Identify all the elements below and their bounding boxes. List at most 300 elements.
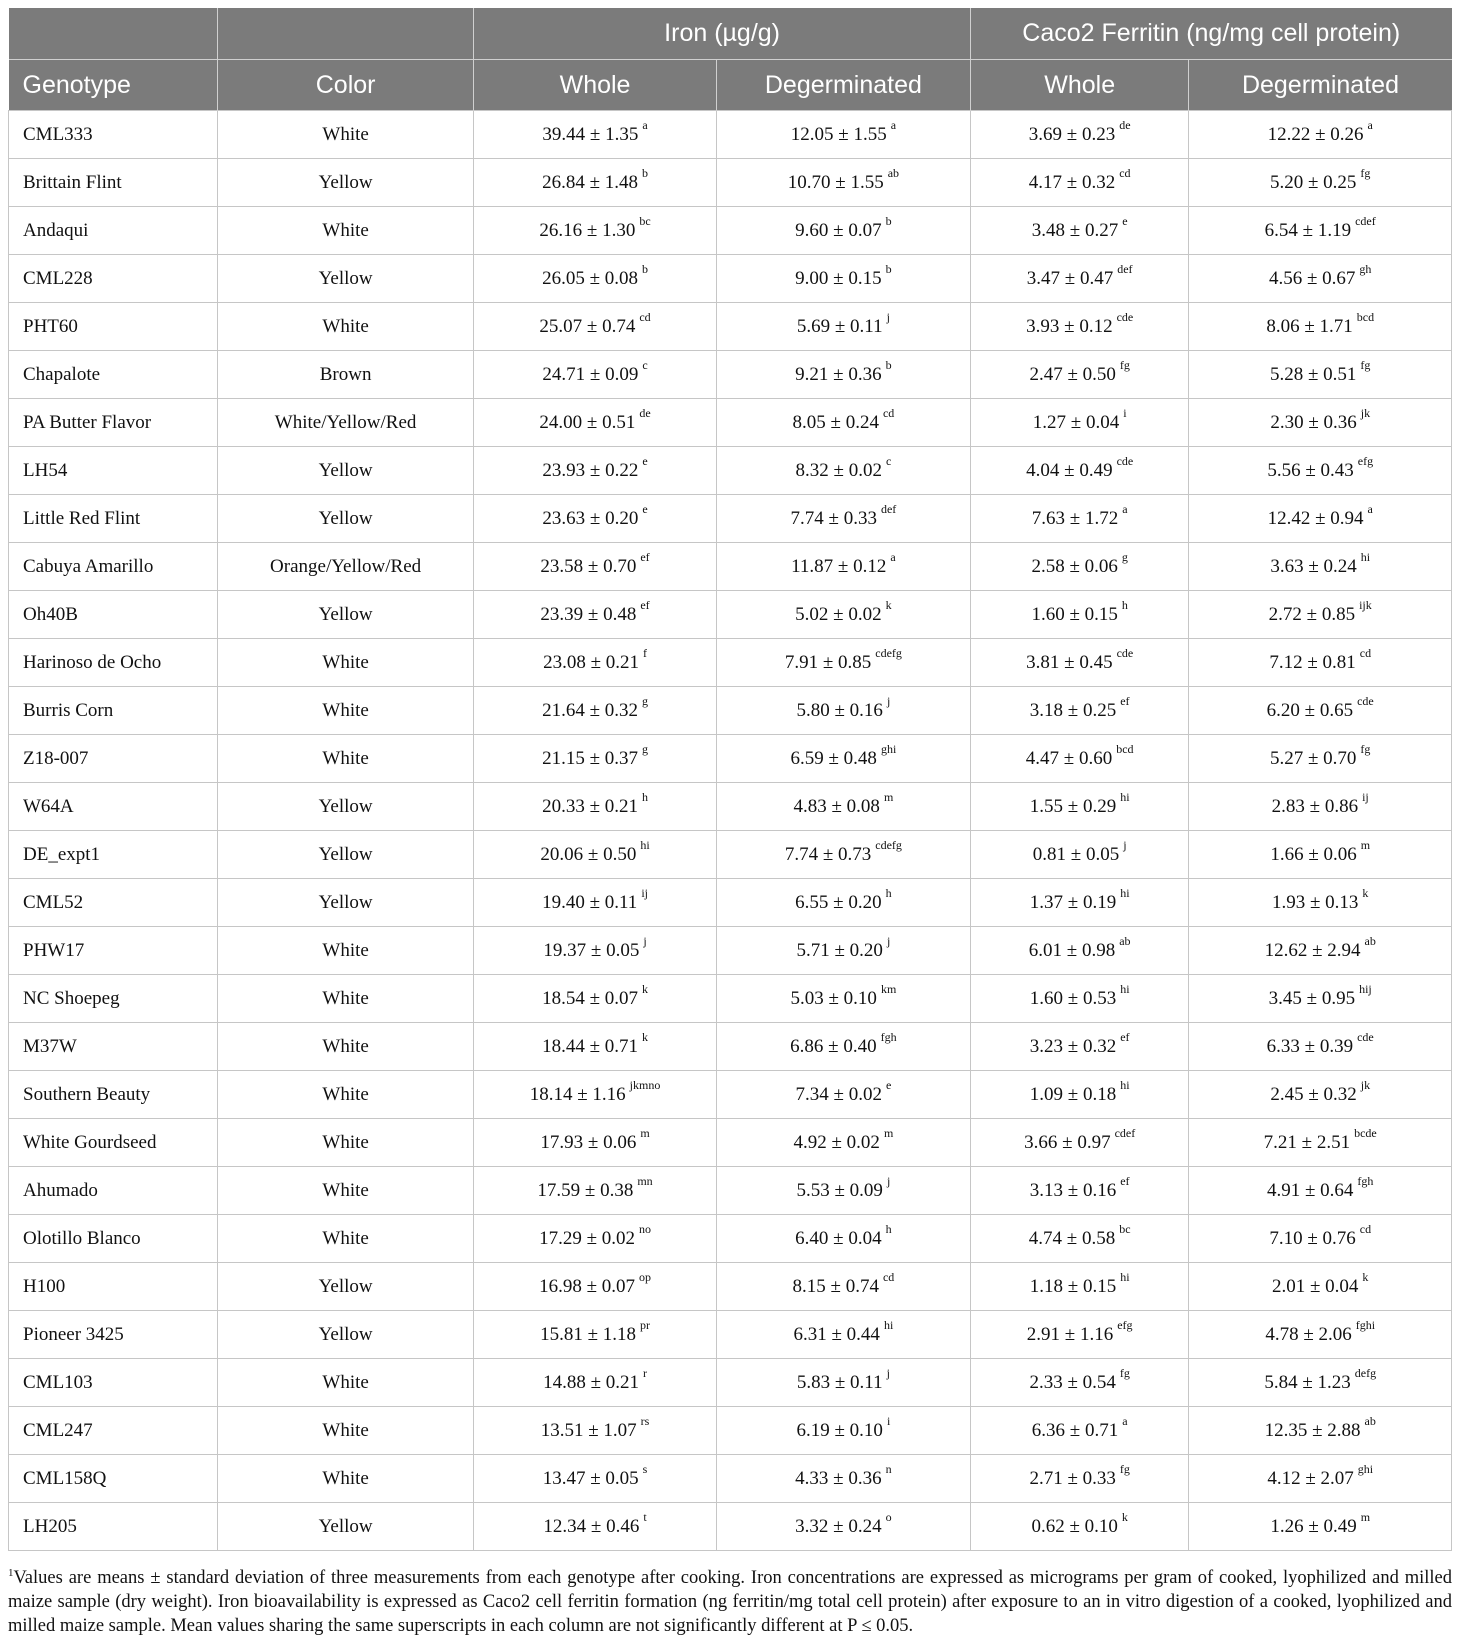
cell-color bbox=[217, 927, 473, 975]
table-row bbox=[9, 1407, 1452, 1455]
cell-iron-degerminated-value: 11.87 ± 0.12 bbox=[791, 555, 887, 577]
cell-iron-degerminated-value: 6.19 ± 0.10 bbox=[796, 1419, 883, 1441]
significance-letter: j bbox=[886, 1174, 891, 1189]
cell-genotype-value: Little Red Flint bbox=[23, 507, 141, 529]
significance-letter: jkmno bbox=[629, 1078, 661, 1093]
cell-iron-whole bbox=[474, 1119, 717, 1167]
cell-ferritin-degerminated bbox=[1189, 351, 1452, 399]
cell-ferritin-whole bbox=[970, 159, 1188, 207]
cell-genotype-value: CML228 bbox=[23, 267, 93, 289]
cell-ferritin-degerminated-value: 12.62 ± 2.94 bbox=[1264, 939, 1361, 961]
cell-color bbox=[217, 1455, 473, 1503]
cell-genotype bbox=[9, 255, 218, 303]
cell-iron-whole-value: 26.05 ± 0.08 bbox=[542, 267, 638, 289]
cell-ferritin-whole bbox=[970, 783, 1188, 831]
cell-genotype bbox=[9, 1503, 218, 1551]
table-row bbox=[9, 1503, 1452, 1551]
significance-letter: a bbox=[1122, 502, 1128, 517]
significance-letter: k bbox=[1121, 1510, 1128, 1525]
significance-letter: i bbox=[886, 1414, 891, 1429]
cell-ferritin-degerminated bbox=[1189, 879, 1452, 927]
cell-color-value: White/Yellow/Red bbox=[274, 411, 417, 433]
cell-ferritin-degerminated-value: 2.01 ± 0.04 bbox=[1271, 1275, 1359, 1297]
cell-color-value: White bbox=[322, 651, 369, 673]
cell-genotype bbox=[9, 1119, 218, 1167]
significance-letter: op bbox=[639, 1270, 651, 1285]
cell-ferritin-whole bbox=[970, 351, 1188, 399]
cell-ferritin-whole bbox=[970, 591, 1188, 639]
cell-ferritin-whole-value: 1.37 ± 0.19 bbox=[1029, 891, 1117, 913]
significance-letter: hi bbox=[883, 1318, 894, 1333]
significance-letter: b bbox=[885, 262, 892, 277]
significance-letter: n bbox=[885, 1462, 892, 1477]
cell-ferritin-degerminated bbox=[1189, 399, 1452, 447]
significance-letter: ij bbox=[641, 886, 648, 901]
cell-color bbox=[217, 1263, 473, 1311]
cell-ferritin-degerminated bbox=[1189, 1407, 1452, 1455]
significance-letter: mn bbox=[637, 1174, 653, 1189]
cell-iron-whole-value: 23.58 ± 0.70 bbox=[540, 555, 637, 577]
cell-color bbox=[217, 207, 473, 255]
header-ferritin-group: Caco2 Ferritin (ng/mg cell protein) bbox=[970, 8, 1451, 60]
cell-color bbox=[217, 351, 473, 399]
cell-color-value: Orange/Yellow/Red bbox=[270, 555, 422, 577]
cell-ferritin-degerminated bbox=[1189, 1311, 1452, 1359]
cell-iron-degerminated bbox=[716, 1167, 970, 1215]
cell-color bbox=[217, 831, 473, 879]
cell-color-value: White bbox=[322, 1467, 369, 1489]
significance-letter: g bbox=[1121, 550, 1128, 565]
cell-ferritin-whole bbox=[970, 447, 1188, 495]
cell-color bbox=[217, 447, 473, 495]
cell-ferritin-whole-value: 1.60 ± 0.15 bbox=[1031, 603, 1118, 625]
table-row bbox=[9, 207, 1452, 255]
cell-iron-whole bbox=[474, 831, 717, 879]
cell-ferritin-degerminated bbox=[1189, 495, 1452, 543]
header-empty-color bbox=[217, 8, 473, 60]
significance-letter: efg bbox=[1117, 1318, 1133, 1333]
cell-ferritin-whole bbox=[970, 1407, 1188, 1455]
cell-genotype-value: Brittain Flint bbox=[23, 171, 122, 193]
cell-iron-degerminated bbox=[716, 591, 970, 639]
significance-letter: k bbox=[885, 598, 892, 613]
cell-iron-degerminated-value: 12.05 ± 1.55 bbox=[790, 123, 887, 145]
cell-genotype-value: CML247 bbox=[23, 1419, 93, 1441]
cell-genotype-value: NC Shoepeg bbox=[23, 987, 120, 1009]
cell-ferritin-whole-value: 1.18 ± 0.15 bbox=[1029, 1275, 1117, 1297]
cell-iron-whole-value: 13.51 ± 1.07 bbox=[540, 1419, 637, 1441]
cell-iron-whole-value: 18.14 ± 1.16 bbox=[529, 1083, 626, 1105]
significance-letter: ab bbox=[1119, 934, 1131, 949]
cell-ferritin-degerminated bbox=[1189, 207, 1452, 255]
significance-letter: hij bbox=[1359, 982, 1372, 997]
cell-iron-whole bbox=[474, 543, 717, 591]
cell-ferritin-whole bbox=[970, 1215, 1188, 1263]
cell-iron-whole bbox=[474, 1359, 717, 1407]
cell-ferritin-whole-value: 3.81 ± 0.45 bbox=[1026, 651, 1113, 673]
cell-genotype-value: Cabuya Amarillo bbox=[23, 555, 154, 577]
cell-color bbox=[217, 639, 473, 687]
cell-color-value: Yellow bbox=[318, 1323, 373, 1345]
cell-iron-whole-value: 15.81 ± 1.18 bbox=[540, 1323, 636, 1345]
cell-genotype-value: PHT60 bbox=[23, 315, 78, 337]
cell-color-value: White bbox=[322, 315, 369, 337]
cell-genotype bbox=[9, 351, 218, 399]
cell-iron-whole bbox=[474, 735, 717, 783]
significance-letter: cdef bbox=[1114, 1126, 1136, 1141]
significance-letter: j bbox=[886, 694, 891, 709]
significance-letter: hi bbox=[640, 838, 650, 853]
cell-iron-degerminated-value: 7.34 ± 0.02 bbox=[795, 1083, 882, 1105]
cell-iron-whole-value: 13.47 ± 0.05 bbox=[542, 1467, 639, 1489]
cell-genotype bbox=[9, 927, 218, 975]
cell-ferritin-whole-value: 4.04 ± 0.49 bbox=[1026, 459, 1113, 481]
significance-letter: fg bbox=[1119, 1462, 1130, 1477]
significance-letter: jk bbox=[1360, 406, 1371, 421]
cell-ferritin-whole-value: 3.23 ± 0.32 bbox=[1029, 1035, 1117, 1057]
cell-ferritin-whole-value: 1.55 ± 0.29 bbox=[1029, 795, 1117, 817]
cell-iron-degerminated bbox=[716, 1263, 970, 1311]
cell-genotype bbox=[9, 1311, 218, 1359]
cell-ferritin-whole-value: 7.63 ± 1.72 bbox=[1031, 507, 1119, 529]
cell-iron-degerminated-value: 4.33 ± 0.36 bbox=[795, 1467, 882, 1489]
significance-letter: bc bbox=[1119, 1222, 1131, 1237]
cell-iron-degerminated bbox=[716, 255, 970, 303]
significance-letter: a bbox=[1122, 1414, 1128, 1429]
significance-letter: fg bbox=[1360, 166, 1371, 181]
significance-letter: cd bbox=[1359, 1222, 1372, 1237]
cell-ferritin-degerminated bbox=[1189, 447, 1452, 495]
cell-ferritin-degerminated-value: 1.66 ± 0.06 bbox=[1270, 843, 1357, 865]
cell-color bbox=[217, 159, 473, 207]
cell-iron-whole bbox=[474, 1503, 717, 1551]
cell-color-value: White bbox=[322, 123, 369, 145]
significance-letter: defg bbox=[1354, 1366, 1377, 1381]
cell-iron-whole bbox=[474, 1071, 717, 1119]
significance-letter: cde bbox=[1116, 646, 1134, 661]
significance-letter: ef bbox=[640, 550, 650, 565]
cell-iron-whole-value: 25.07 ± 0.74 bbox=[539, 315, 636, 337]
significance-letter: efg bbox=[1357, 454, 1374, 469]
significance-letter: cde bbox=[1357, 694, 1374, 709]
cell-color bbox=[217, 1023, 473, 1071]
cell-ferritin-degerminated-value: 3.63 ± 0.24 bbox=[1270, 555, 1357, 577]
table-row bbox=[9, 735, 1452, 783]
cell-iron-degerminated bbox=[716, 1455, 970, 1503]
cell-color-value: White bbox=[322, 939, 369, 961]
cell-color-value: White bbox=[322, 699, 369, 721]
cell-iron-degerminated bbox=[716, 927, 970, 975]
cell-ferritin-whole bbox=[970, 687, 1188, 735]
table-row bbox=[9, 975, 1452, 1023]
cell-color bbox=[217, 1071, 473, 1119]
cell-color bbox=[217, 1167, 473, 1215]
cell-iron-degerminated-value: 8.05 ± 0.24 bbox=[792, 411, 879, 433]
significance-letter: ghi bbox=[880, 742, 897, 757]
cell-iron-degerminated-value: 5.02 ± 0.02 bbox=[795, 603, 882, 625]
cell-genotype bbox=[9, 543, 218, 591]
cell-iron-degerminated bbox=[716, 831, 970, 879]
cell-ferritin-whole bbox=[970, 1311, 1188, 1359]
cell-iron-whole bbox=[474, 255, 717, 303]
significance-letter: b bbox=[642, 262, 648, 277]
significance-letter: c bbox=[642, 358, 648, 373]
cell-iron-whole bbox=[474, 1311, 717, 1359]
cell-color-value: Brown bbox=[319, 363, 372, 385]
cell-iron-degerminated-value: 5.71 ± 0.20 bbox=[796, 939, 883, 961]
table-row bbox=[9, 879, 1452, 927]
cell-iron-whole-value: 16.98 ± 0.07 bbox=[539, 1275, 635, 1297]
significance-letter: cd bbox=[639, 310, 651, 325]
cell-genotype-value: Olotillo Blanco bbox=[23, 1227, 141, 1249]
cell-iron-degerminated-value: 3.32 ± 0.24 bbox=[795, 1515, 882, 1537]
cell-ferritin-degerminated-value: 2.45 ± 0.32 bbox=[1270, 1083, 1357, 1105]
cell-iron-degerminated bbox=[716, 1215, 970, 1263]
cell-genotype bbox=[9, 1455, 218, 1503]
significance-letter: ab bbox=[1364, 934, 1376, 949]
significance-letter: t bbox=[643, 1510, 647, 1525]
cell-iron-whole-value: 20.06 ± 0.50 bbox=[540, 843, 637, 865]
cell-iron-whole-value: 39.44 ± 1.35 bbox=[542, 123, 639, 145]
significance-letter: hi bbox=[1120, 1078, 1130, 1093]
cell-ferritin-degerminated bbox=[1189, 1503, 1452, 1551]
cell-ferritin-whole-value: 6.36 ± 0.71 bbox=[1031, 1419, 1119, 1441]
cell-ferritin-whole bbox=[970, 495, 1188, 543]
significance-letter: k bbox=[1362, 1270, 1369, 1285]
cell-color-value: Yellow bbox=[318, 267, 373, 289]
cell-iron-whole bbox=[474, 495, 717, 543]
significance-letter: m bbox=[883, 1126, 894, 1141]
cell-ferritin-whole-value: 1.09 ± 0.18 bbox=[1029, 1083, 1117, 1105]
cell-iron-whole-value: 18.54 ± 0.07 bbox=[542, 987, 638, 1009]
significance-letter: hi bbox=[1120, 982, 1130, 997]
cell-ferritin-degerminated bbox=[1189, 687, 1452, 735]
cell-iron-degerminated-value: 4.83 ± 0.08 bbox=[793, 795, 880, 817]
cell-color-value: White bbox=[322, 1419, 369, 1441]
cell-iron-whole-value: 21.15 ± 0.37 bbox=[542, 747, 638, 769]
cell-ferritin-degerminated-value: 8.06 ± 1.71 bbox=[1266, 315, 1353, 337]
significance-letter: m bbox=[640, 1126, 650, 1141]
cell-iron-whole-value: 26.16 ± 1.30 bbox=[539, 219, 636, 241]
cell-ferritin-whole bbox=[970, 879, 1188, 927]
cell-ferritin-degerminated-value: 4.56 ± 0.67 bbox=[1268, 267, 1356, 289]
cell-iron-whole bbox=[474, 591, 717, 639]
cell-genotype-value: PHW17 bbox=[23, 939, 85, 961]
cell-ferritin-degerminated bbox=[1189, 1215, 1452, 1263]
cell-iron-degerminated bbox=[716, 543, 970, 591]
cell-ferritin-degerminated bbox=[1189, 1455, 1452, 1503]
significance-letter: cde bbox=[1116, 454, 1134, 469]
significance-letter: f bbox=[643, 646, 647, 661]
significance-letter: hi bbox=[1360, 550, 1371, 565]
significance-letter: i bbox=[1123, 406, 1127, 421]
significance-letter: h bbox=[642, 790, 648, 805]
cell-iron-degerminated bbox=[716, 1119, 970, 1167]
cell-iron-whole-value: 24.71 ± 0.09 bbox=[542, 363, 639, 385]
cell-color bbox=[217, 735, 473, 783]
cell-ferritin-degerminated bbox=[1189, 927, 1452, 975]
table-body bbox=[9, 111, 1452, 1551]
cell-ferritin-degerminated bbox=[1189, 1359, 1452, 1407]
cell-ferritin-whole-value: 1.27 ± 0.04 bbox=[1032, 411, 1120, 433]
cell-iron-degerminated bbox=[716, 447, 970, 495]
cell-iron-degerminated-value: 5.03 ± 0.10 bbox=[790, 987, 877, 1009]
cell-ferritin-degerminated bbox=[1189, 543, 1452, 591]
significance-letter: de bbox=[1119, 118, 1131, 133]
table-row bbox=[9, 1455, 1452, 1503]
cell-ferritin-whole-value: 4.17 ± 0.32 bbox=[1028, 171, 1116, 193]
significance-letter: b bbox=[642, 166, 648, 181]
cell-color bbox=[217, 399, 473, 447]
cell-ferritin-whole-value: 4.74 ± 0.58 bbox=[1028, 1227, 1116, 1249]
cell-ferritin-degerminated-value: 6.54 ± 1.19 bbox=[1264, 219, 1352, 241]
cell-iron-degerminated bbox=[716, 687, 970, 735]
significance-letter: ij bbox=[1362, 790, 1369, 805]
cell-ferritin-whole-value: 3.93 ± 0.12 bbox=[1026, 315, 1113, 337]
table-row bbox=[9, 783, 1452, 831]
cell-genotype bbox=[9, 111, 218, 159]
cell-ferritin-whole bbox=[970, 207, 1188, 255]
significance-letter: rs bbox=[640, 1414, 650, 1429]
cell-ferritin-whole-value: 3.48 ± 0.27 bbox=[1031, 219, 1119, 241]
significance-letter: ef bbox=[1120, 694, 1130, 709]
table-row bbox=[9, 927, 1452, 975]
cell-color-value: White bbox=[322, 1131, 369, 1153]
significance-letter: ef bbox=[1120, 1174, 1130, 1189]
cell-iron-whole bbox=[474, 1455, 717, 1503]
header-iron-group: Iron (µg/g) bbox=[474, 8, 971, 60]
cell-ferritin-whole bbox=[970, 1167, 1188, 1215]
cell-color-value: White bbox=[322, 747, 369, 769]
cell-ferritin-whole bbox=[970, 639, 1188, 687]
cell-iron-whole bbox=[474, 879, 717, 927]
cell-color bbox=[217, 591, 473, 639]
cell-ferritin-degerminated-value: 6.33 ± 0.39 bbox=[1266, 1035, 1354, 1057]
cell-genotype-value: CML103 bbox=[23, 1371, 93, 1393]
cell-genotype bbox=[9, 687, 218, 735]
cell-genotype bbox=[9, 1215, 218, 1263]
cell-iron-degerminated-value: 9.21 ± 0.36 bbox=[795, 363, 882, 385]
header-genotype: Genotype bbox=[9, 60, 218, 111]
table-row bbox=[9, 1071, 1452, 1119]
cell-iron-whole bbox=[474, 351, 717, 399]
cell-iron-whole bbox=[474, 1167, 717, 1215]
table-row bbox=[9, 351, 1452, 399]
cell-genotype-value: W64A bbox=[23, 795, 74, 817]
cell-genotype-value: Z18-007 bbox=[23, 747, 89, 769]
cell-iron-degerminated-value: 6.55 ± 0.20 bbox=[795, 891, 882, 913]
significance-letter: hi bbox=[1120, 886, 1130, 901]
cell-ferritin-degerminated bbox=[1189, 1071, 1452, 1119]
table-row bbox=[9, 255, 1452, 303]
cell-iron-whole-value: 23.39 ± 0.48 bbox=[540, 603, 637, 625]
cell-ferritin-degerminated-value: 5.84 ± 1.23 bbox=[1264, 1371, 1351, 1393]
significance-letter: jk bbox=[1360, 1078, 1371, 1093]
cell-iron-degerminated-value: 9.60 ± 0.07 bbox=[795, 219, 882, 241]
cell-iron-whole-value: 17.29 ± 0.02 bbox=[539, 1227, 635, 1249]
table-row bbox=[9, 1311, 1452, 1359]
cell-color bbox=[217, 495, 473, 543]
cell-ferritin-degerminated bbox=[1189, 639, 1452, 687]
cell-ferritin-whole-value: 0.81 ± 0.05 bbox=[1032, 843, 1120, 865]
cell-ferritin-whole-value: 2.47 ± 0.50 bbox=[1029, 363, 1116, 385]
cell-color bbox=[217, 1407, 473, 1455]
cell-genotype-value: LH54 bbox=[23, 459, 68, 481]
cell-iron-degerminated bbox=[716, 351, 970, 399]
cell-ferritin-whole-value: 3.47 ± 0.47 bbox=[1026, 267, 1114, 289]
footnote-marker: 1 bbox=[8, 1566, 14, 1579]
cell-ferritin-degerminated-value: 1.26 ± 0.49 bbox=[1270, 1515, 1357, 1537]
significance-letter: h bbox=[1121, 598, 1128, 613]
table-row bbox=[9, 111, 1452, 159]
significance-letter: ab bbox=[887, 166, 900, 181]
cell-ferritin-whole bbox=[970, 1455, 1188, 1503]
cell-color bbox=[217, 1359, 473, 1407]
cell-genotype bbox=[9, 1407, 218, 1455]
cell-iron-degerminated-value: 7.74 ± 0.73 bbox=[784, 843, 872, 865]
cell-iron-whole bbox=[474, 1023, 717, 1071]
cell-color-value: White bbox=[322, 1083, 369, 1105]
cell-color-value: Yellow bbox=[318, 1515, 373, 1537]
cell-color bbox=[217, 111, 473, 159]
cell-iron-whole-value: 19.37 ± 0.05 bbox=[543, 939, 640, 961]
cell-iron-whole-value: 18.44 ± 0.71 bbox=[542, 1035, 638, 1057]
significance-letter: j bbox=[886, 1366, 890, 1381]
significance-letter: hi bbox=[1120, 1270, 1130, 1285]
cell-color-value: White bbox=[322, 1371, 369, 1393]
cell-genotype bbox=[9, 1167, 218, 1215]
significance-letter: h bbox=[885, 1222, 892, 1237]
table-row bbox=[9, 687, 1452, 735]
cell-iron-degerminated bbox=[716, 1311, 970, 1359]
cell-color bbox=[217, 255, 473, 303]
cell-iron-whole bbox=[474, 1215, 717, 1263]
table-row bbox=[9, 1167, 1452, 1215]
cell-iron-degerminated bbox=[716, 159, 970, 207]
significance-letter: h bbox=[885, 886, 892, 901]
table-row bbox=[9, 303, 1452, 351]
cell-ferritin-degerminated bbox=[1189, 1167, 1452, 1215]
significance-letter: bcde bbox=[1354, 1126, 1377, 1141]
significance-letter: e bbox=[885, 1078, 892, 1093]
cell-iron-whole bbox=[474, 303, 717, 351]
significance-letter: a bbox=[1367, 118, 1373, 133]
cell-genotype bbox=[9, 1263, 218, 1311]
cell-ferritin-degerminated-value: 5.56 ± 0.43 bbox=[1267, 459, 1354, 481]
cell-ferritin-degerminated bbox=[1189, 255, 1452, 303]
cell-iron-whole-value: 20.33 ± 0.21 bbox=[542, 795, 638, 817]
table-row bbox=[9, 591, 1452, 639]
cell-genotype-value: CML52 bbox=[23, 891, 84, 913]
cell-color-value: White bbox=[322, 1227, 369, 1249]
cell-color bbox=[217, 687, 473, 735]
cell-iron-degerminated-value: 8.32 ± 0.02 bbox=[795, 459, 882, 481]
significance-letter: fg bbox=[1119, 1366, 1130, 1381]
cell-iron-degerminated bbox=[716, 639, 970, 687]
cell-ferritin-whole-value: 3.18 ± 0.25 bbox=[1029, 699, 1117, 721]
significance-letter: g bbox=[642, 694, 648, 709]
cell-ferritin-whole-value: 2.58 ± 0.06 bbox=[1031, 555, 1118, 577]
cell-ferritin-degerminated-value: 5.27 ± 0.70 bbox=[1269, 747, 1357, 769]
significance-letter: ab bbox=[1364, 1414, 1376, 1429]
cell-ferritin-whole-value: 2.91 ± 1.16 bbox=[1026, 1323, 1114, 1345]
cell-iron-degerminated bbox=[716, 111, 970, 159]
cell-iron-degerminated-value: 5.53 ± 0.09 bbox=[796, 1179, 883, 1201]
significance-letter: a bbox=[1367, 502, 1373, 517]
significance-letter: e bbox=[642, 502, 648, 517]
table-row bbox=[9, 543, 1452, 591]
header-ferritin-degerminated: Degerminated bbox=[1189, 60, 1452, 111]
